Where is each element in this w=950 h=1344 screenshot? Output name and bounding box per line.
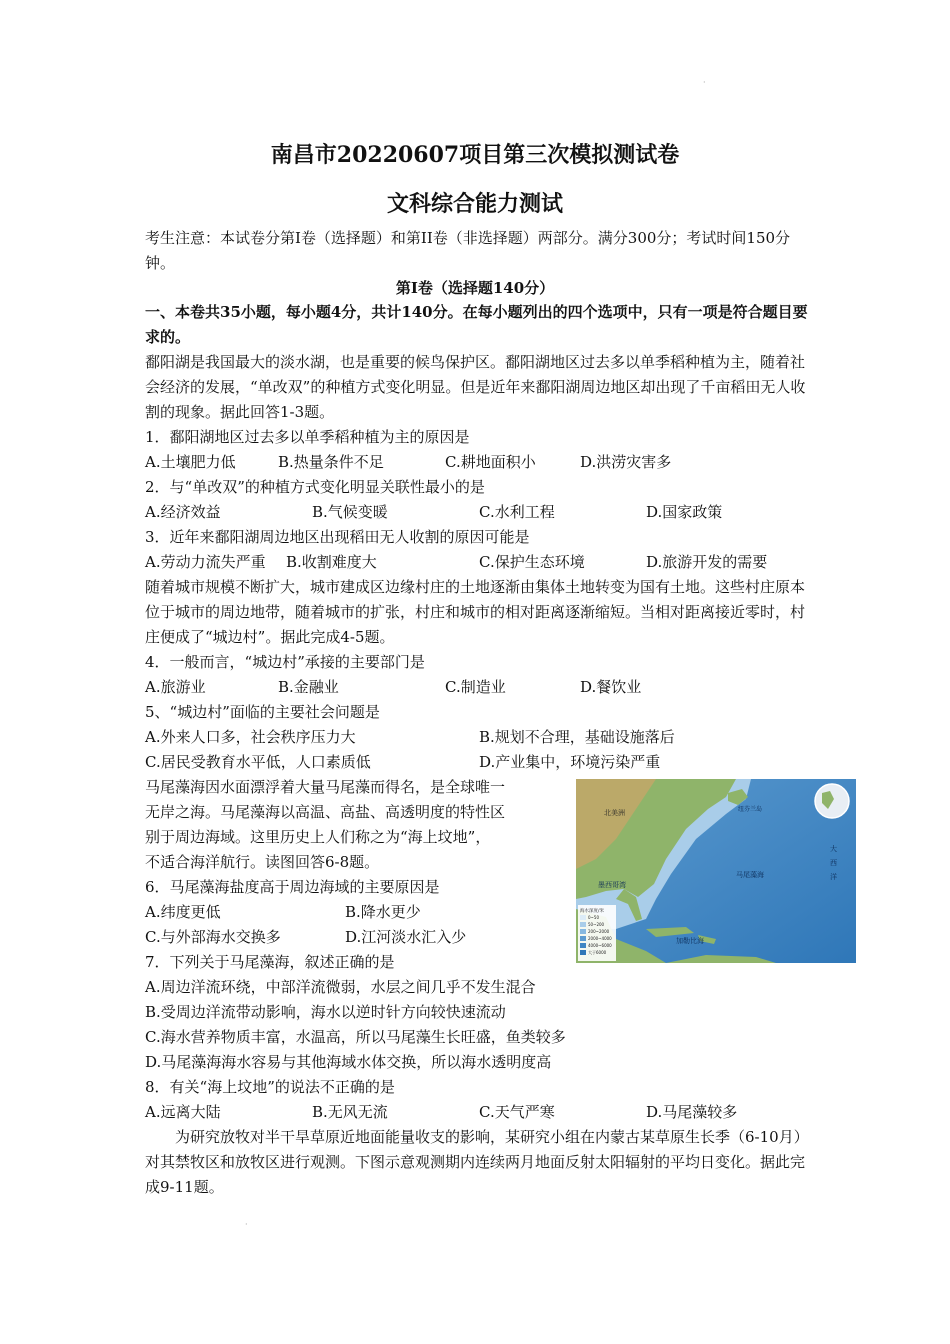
passage-sargasso-line-4: 不适合海洋航行。读图回答6-8题。 <box>145 853 380 871</box>
q2-option-d: D.国家政策 <box>646 503 723 521</box>
q6-option-d: D.江河淡水汇入少 <box>345 928 467 946</box>
q2-option-c: C.水利工程 <box>479 503 555 521</box>
legend-item: 50~200 <box>588 922 605 927</box>
q8-option-b: B.无风无流 <box>312 1103 388 1121</box>
label-sargasso: 马尾藻海 <box>736 871 764 879</box>
q2-option-b: B.气候变暖 <box>312 503 388 521</box>
question-6-stem: 6．马尾藻海盐度高于周边海域的主要原因是 <box>145 878 440 896</box>
page-subtitle: 文科综合能力测试 <box>386 191 563 217</box>
label-caribbean: 加勒比海 <box>676 937 704 945</box>
legend-title: 海水深度/米 <box>580 909 605 914</box>
q2-option-a: A.经济效益 <box>145 503 221 521</box>
q4-option-b: B.金融业 <box>278 678 339 696</box>
q3-option-a: A.劳动力流失严重 <box>145 553 266 571</box>
exam-notice: 考生注意：本试卷分第I卷（选择题）和第II卷（非选择题）两部分。满分300分；考试时间150分钟。 <box>145 229 791 272</box>
q8-option-d: D.马尾藻较多 <box>646 1103 738 1121</box>
question-1-stem: 1．鄱阳湖地区过去多以单季稻种植为主的原因是 <box>145 428 470 446</box>
q4-option-d: D.餐饮业 <box>580 678 642 696</box>
q3-option-c: C.保护生态环境 <box>479 553 585 571</box>
sargasso-sea-map <box>576 779 856 963</box>
q5-option-b: B.规划不合理，基础设施落后 <box>479 728 675 746</box>
q3-option-b: B.收割难度大 <box>286 553 377 571</box>
label-atlantic: 洋 <box>830 873 837 881</box>
question-5-stem: 5、“城边村”面临的主要社会问题是 <box>145 703 380 721</box>
question-3-stem: 3．近年来鄱阳湖周边地区出现稻田无人收割的原因可能是 <box>145 528 530 546</box>
q1-option-c: C.耕地面积小 <box>445 453 536 471</box>
q1-option-d: D.洪涝灾害多 <box>580 453 672 471</box>
legend-swatch <box>580 943 586 948</box>
q6-option-c: C.与外部海水交换多 <box>145 928 281 946</box>
legend-swatch <box>580 929 586 934</box>
question-2-stem: 2．与“单改双”的种植方式变化明显关联性最小的是 <box>145 478 485 496</box>
section-instruction: 一、本卷共35小题，每小题4分，共计140分。在每小题列出的四个选项中，只有一项是符合题目要求的。 <box>145 303 808 346</box>
scan-dot: · <box>245 1220 248 1229</box>
legend-item: 4000~6000 <box>588 943 612 948</box>
q6-option-a: A.纬度更低 <box>145 903 221 921</box>
scan-dot: · <box>703 78 706 87</box>
legend-swatch <box>580 922 586 927</box>
legend-item: 大于6000 <box>588 950 607 955</box>
legend-swatch <box>580 950 586 955</box>
q1-option-a: A.土壤肥力低 <box>145 453 236 471</box>
question-7-stem: 7．下列关于马尾藻海，叙述正确的是 <box>145 953 395 971</box>
q7-option-b: B.受周边洋流带动影响，海水以逆时针方向较快速流动 <box>145 1003 506 1021</box>
passage-sargasso-line-1: 马尾藻海因水面漂浮着大量马尾藻而得名，是全球唯一 <box>145 778 506 796</box>
q7-option-c: C.海水营养物质丰富，水温高，所以马尾藻生长旺盛，鱼类较多 <box>145 1028 566 1046</box>
passage-sargasso-line-3: 别于周边海域。这里历史上人们称之为“海上坟地”， <box>145 828 491 846</box>
label-newfoundland: 纽芬兰岛 <box>738 806 763 813</box>
q6-option-b: B.降水更少 <box>345 903 421 921</box>
q5-option-a: A.外来人口多，社会秩序压力大 <box>145 728 356 746</box>
passage-sargasso-line-2: 无岸之海。马尾藻海以高温、高盐、高透明度的特性区 <box>145 803 506 821</box>
q5-option-d: D.产业集中，环境污染严重 <box>479 753 661 771</box>
q7-option-a: A.周边洋流环绕，中部洋流微弱，水层之间几乎不发生混合 <box>145 978 536 996</box>
passage-chengbiancun: 随着城市规模不断扩大，城市建成区边缘村庄的土地逐渐由集体土地转变为国有土地。这些村庄原本位于城市的周边地带，随着城市的扩张，村庄和城市的相对距离逐渐缩短。当相对距离接近零时，村庄便成了“城边村”。据此完成4-5题。 <box>145 578 806 646</box>
label-north-america: 北美洲 <box>604 809 625 817</box>
label-mexico-gulf: 墨西哥湾 <box>598 881 626 889</box>
label-atlantic: 西 <box>830 859 837 867</box>
q5-option-c: C.居民受教育水平低，人口素质低 <box>145 753 371 771</box>
question-8-stem: 8．有关“海上坟地”的说法不正确的是 <box>145 1078 395 1096</box>
legend-swatch <box>580 936 586 941</box>
legend-item: 0~50 <box>588 915 599 920</box>
legend-item: 2000~4000 <box>588 936 612 941</box>
passage-grassland: 为研究放牧对半干旱草原近地面能量收支的影响，某研究小组在内蒙古某草原生长季（6-10月）对其禁牧区和放牧区进行观测。下图示意观测期内连续两月地面反射太阳辐射的平均日变化。据此完成9-11题。 <box>145 1128 809 1196</box>
q4-option-a: A.旅游业 <box>145 678 206 696</box>
q8-option-c: C.天气严寒 <box>479 1103 555 1121</box>
page-title: 南昌市20220607项目第三次模拟测试卷 <box>270 142 680 168</box>
q7-option-d: D.马尾藻海海水容易与其他海域水体交换，所以海水透明度高 <box>145 1053 552 1071</box>
q4-option-c: C.制造业 <box>445 678 506 696</box>
question-4-stem: 4．一般而言，“城边村”承接的主要部门是 <box>145 653 425 671</box>
section-heading: 第I卷（选择题140分） <box>395 279 555 297</box>
legend-swatch <box>580 915 586 920</box>
legend-item: 200~2000 <box>588 929 610 934</box>
label-atlantic: 大 <box>830 845 837 853</box>
q3-option-d: D.旅游开发的需要 <box>646 553 768 571</box>
q8-option-a: A.远离大陆 <box>145 1103 221 1121</box>
passage-poyang: 鄱阳湖是我国最大的淡水湖，也是重要的候鸟保护区。鄱阳湖地区过去多以单季稻种植为主，随着社会经济的发展，“单改双”的种植方式变化明显。但是近年来鄱阳湖周边地区却出现了千亩稻田无人收割的现象。据此回答1-3题。 <box>145 353 806 421</box>
map-svg <box>576 779 856 963</box>
q1-option-b: B.热量条件不足 <box>278 453 384 471</box>
